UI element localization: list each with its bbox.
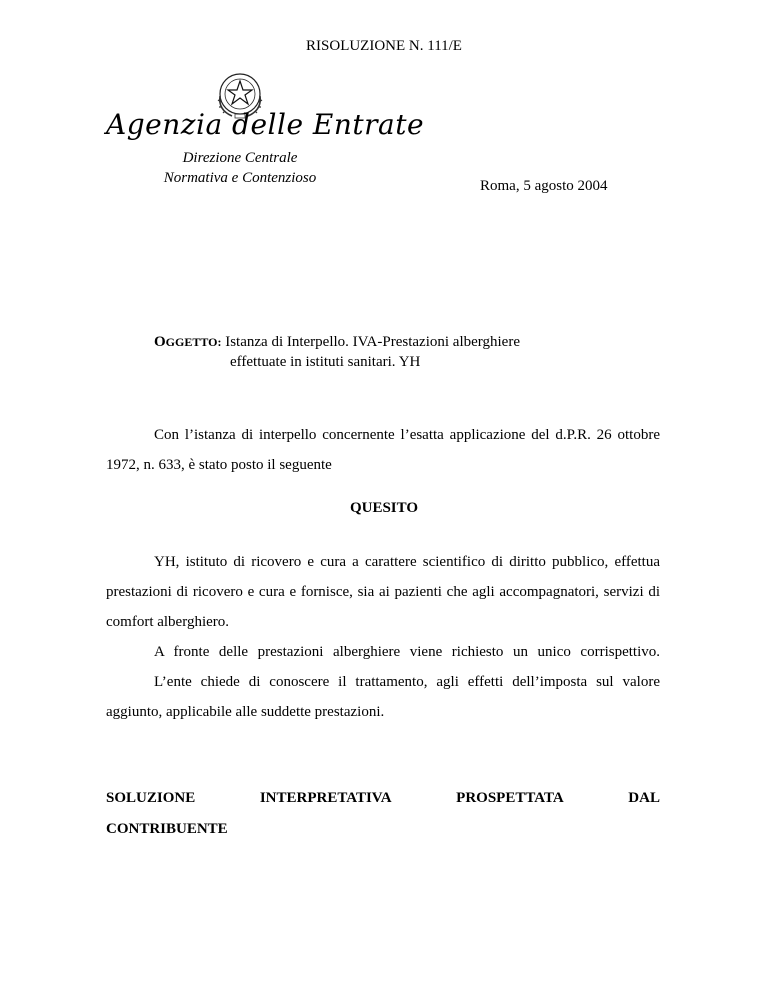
question-paragraph-3: L’ente chiede di conoscere il trattamento, agli effetti dell’imposta sul valore aggiunto, applicabile alle suddette prestazioni. (106, 674, 660, 720)
intro-paragraph: Con l’istanza di interpello concernente l’esatta applicazione del d.P.R. 26 ottobre 1972, n. 633, è stato posto il seguente (106, 427, 660, 473)
question-heading: QUESITO (349, 500, 419, 516)
question-paragraph-1: YH, istituto di ricovero e cura a carattere scientifico di diritto pubblico, effettua prestazioni di ricovero e cura e fornisce, sia ai pazienti che agli accompagnatori, servizi di comfort alberghiero. (106, 554, 660, 630)
department-block (120, 148, 360, 188)
solution-heading-line-2: CONTRIBUENTE (106, 821, 228, 837)
subject-text-1: Istanza di Interpello. IVA-Prestazioni alberghiere (225, 334, 520, 350)
subject-line-1 (154, 332, 520, 352)
department-line-1: Direzione Centrale (182, 150, 298, 166)
subject-label: OGGETTO: (154, 334, 222, 350)
place-date: Roma, 5 agosto 2004 (480, 178, 608, 194)
solution-heading (106, 790, 660, 838)
solution-heading-line-1: SOLUZIONE INTERPRETATIVA PROSPETTATA DAL (106, 790, 660, 806)
subject-block (154, 332, 520, 372)
subject-text-2: effettuate in istituti sanitari. YH (230, 354, 421, 370)
resolution-number: RISOLUZIONE N. 111/E (306, 38, 462, 54)
agency-name: Agenzia delle Entrate (106, 108, 425, 141)
question-paragraph-2: A fronte delle prestazioni alberghiere viene richiesto un unico corrispettivo. (154, 644, 660, 660)
question-body (106, 547, 660, 727)
department-line-2: Normativa e Contenzioso (163, 170, 317, 186)
